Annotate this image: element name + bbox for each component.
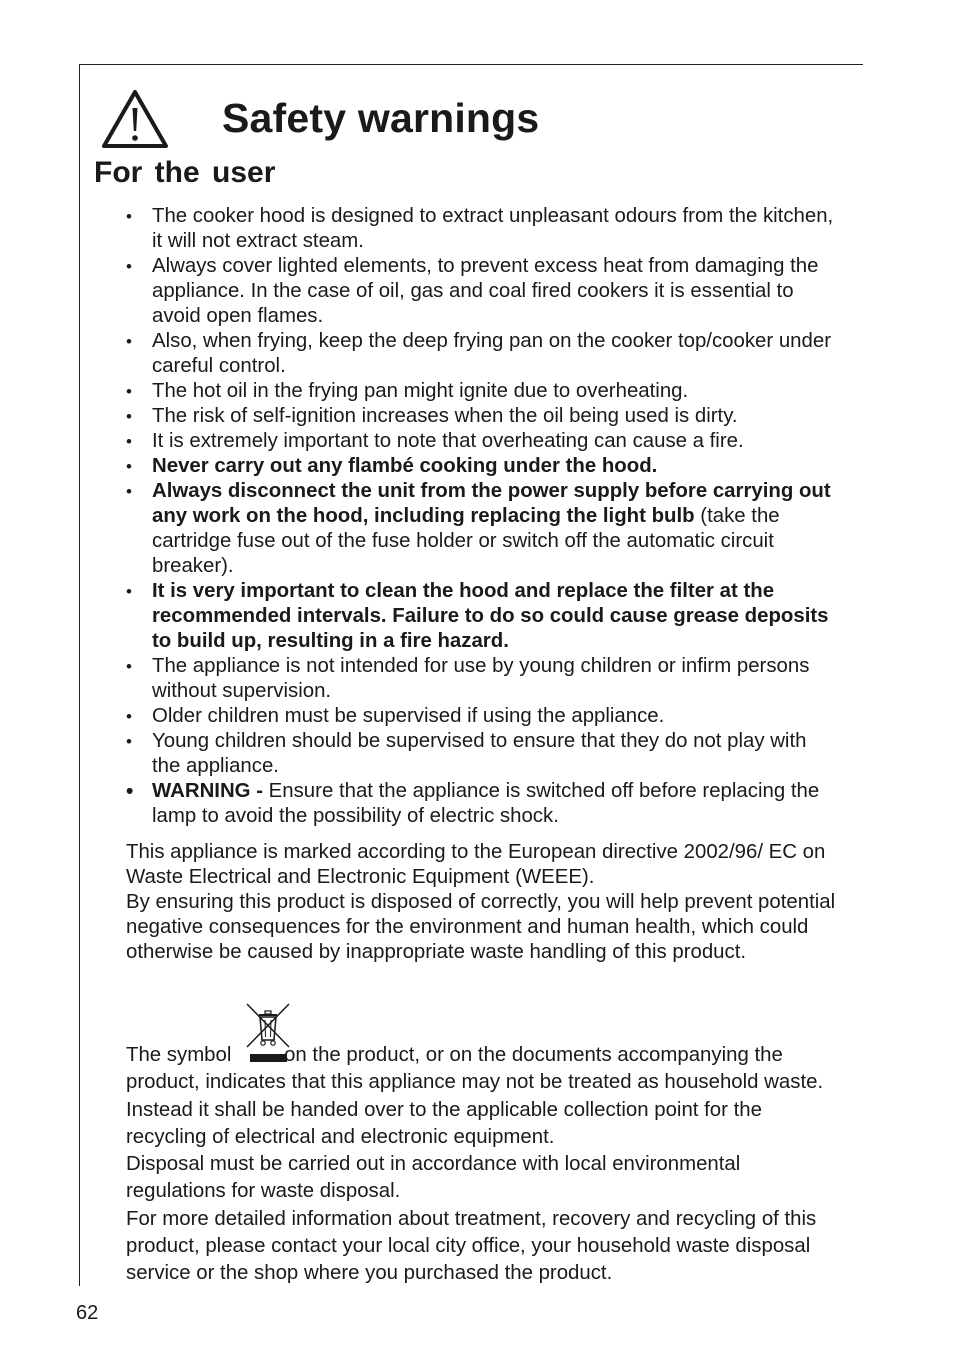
weee-notice xyxy=(126,840,838,965)
list-item xyxy=(126,729,838,779)
symbol-text-end: on the product, or on the documents accompanying the product, indicates that this appliance may not be treated as household waste. Instead it shall be handed over to the applicable collection point for the recycling of electrical and electronic equipment. xyxy=(126,1044,824,1148)
list-item-text: The hot oil in the frying pan might ignite due to overheating. xyxy=(152,380,689,402)
list-item-text: It is extremely important to note that overheating can cause a fire. xyxy=(152,430,744,452)
list-item-text-bold: Always disconnect the unit from the power supply before carrying out any work on the hood, including replacing the light bulb xyxy=(152,480,831,527)
weee-symbol-notice xyxy=(126,1042,838,1288)
symbol-text-start: The symbol xyxy=(126,1044,238,1066)
list-item-text: The cooker hood is designed to extract unpleasant odours from the kitchen, it will not extract steam. xyxy=(152,205,834,252)
list-item-text: Older children must be supervised if using the appliance. xyxy=(152,705,665,727)
weee-paragraph: This appliance is marked according to the European directive 2002/96/ EC on Waste Electrical and Electronic Equipment (WEEE). xyxy=(126,841,826,888)
list-item xyxy=(126,704,838,729)
weee-paragraph xyxy=(126,1042,838,1151)
list-item xyxy=(126,779,838,829)
list-item xyxy=(126,454,838,479)
list-item xyxy=(126,429,838,454)
list-item-text-bold: It is very important to clean the hood and replace the filter at the recommended intervals. Failure to do so could cause grease deposits to build up, resulting in a fire hazard. xyxy=(152,580,829,652)
list-item-text: Young children should be supervised to ensure that they do not play with the appliance. xyxy=(152,730,807,777)
list-item-text: (take the cartridge fuse out of the fuse holder or switch off the automatic circuit breaker). xyxy=(152,505,780,577)
list-item-text: The appliance is not intended for use by young children or infirm persons without supervision. xyxy=(152,655,810,702)
section-title: For the user xyxy=(94,156,276,189)
list-item xyxy=(126,204,838,254)
list-item xyxy=(126,404,838,429)
list-item xyxy=(126,579,838,654)
safety-list xyxy=(126,204,838,829)
page-number: 62 xyxy=(76,1302,99,1324)
list-item-text: Ensure that the appliance is switched off before replacing the lamp to avoid the possibility of electric shock. xyxy=(152,780,820,827)
weee-paragraph: For more detailed information about treatment, recovery and recycling of this product, please contact your local city office, your household waste disposal service or the shop where you purchased the product. xyxy=(126,1207,817,1285)
frame-left-rule xyxy=(79,64,80,1286)
list-item xyxy=(126,479,838,579)
list-item xyxy=(126,254,838,329)
list-item-text: Also, when frying, keep the deep frying pan on the cooker top/cooker under careful control. xyxy=(152,330,831,377)
weee-paragraph: Disposal must be carried out in accordance with local environmental regulations for waste disposal. xyxy=(126,1153,741,1203)
list-item xyxy=(126,329,838,379)
list-item xyxy=(126,379,838,404)
warning-triangle-icon xyxy=(100,88,170,150)
list-item xyxy=(126,654,838,704)
frame-top-rule xyxy=(79,64,863,65)
weee-paragraph: By ensuring this product is disposed of correctly, you will help prevent potential negative consequences for the environment and human health, which could otherwise be caused by inappropriate waste handling of this product. xyxy=(126,891,836,963)
warning-label: WARNING - xyxy=(152,780,269,802)
list-item-text: The risk of self-ignition increases when the oil being used is dirty. xyxy=(152,405,738,427)
list-item-text: Always cover lighted elements, to prevent excess heat from damaging the appliance. In the case of oil, gas and coal fired cookers it is essential to avoid open flames. xyxy=(152,255,819,327)
page-title: Safety warnings xyxy=(222,95,540,141)
list-item-text-bold: Never carry out any flambé cooking under the hood. xyxy=(152,455,658,477)
